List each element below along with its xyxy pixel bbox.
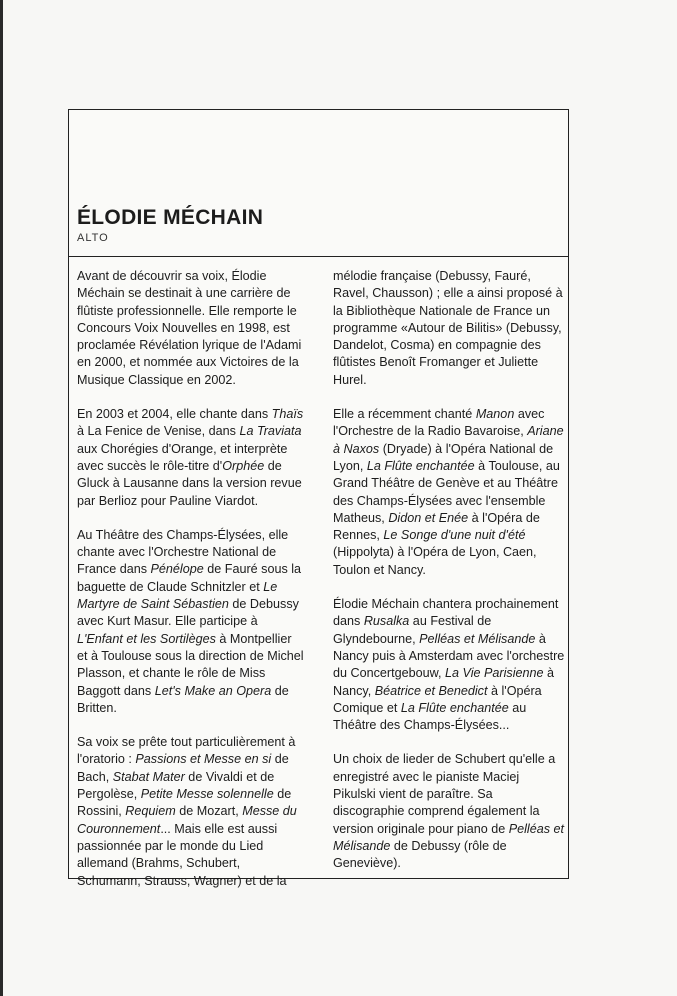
biography-frame [68,109,569,888]
work-title: L'Enfant et les Sortilèges [77,631,216,646]
paragraph-text: à La Fenice de Venise, dans [77,424,240,439]
paragraph-text: En 2003 et 2004, elle chante dans [77,407,272,422]
work-title: La Traviata [239,424,302,439]
paragraph-text: de Debussy avec Kurt Masur. Elle participe à [77,597,299,629]
work-title: La Vie Parisienne [445,666,544,681]
paragraph-text: de Fauré sous la baguette de Claude Schnitzler et [77,562,302,594]
biography-paragraph [333,268,565,389]
biography-paragraph [77,527,305,717]
voice-type: ALTO [77,232,109,244]
artist-name: ÉLODIE MÉCHAIN [77,206,264,229]
biography-left-column [77,268,305,907]
paragraph-text: à Montpellier et à Toulouse sous la direction de Michel Plasson, et chante le rôle de Miss Baggott dans [77,631,304,698]
paragraph-text: Élodie Méchain chantera prochainement dans [333,597,559,629]
work-title: Rusalka [363,614,410,629]
paragraph-text: au Festival de Glyndebourne, [333,614,492,646]
work-title: Didon et Enée [388,510,469,525]
work-title: Requiem [125,804,176,819]
paragraph-text: à Nancy, [333,666,555,698]
paragraph-text: Sa voix se prête tout particulièrement à l'oratorio : [77,735,296,767]
work-title: Pénélope [150,562,204,577]
paragraph-text: aux Chorégies d'Orange, et interprète avec succès le rôle-titre d' [77,441,288,473]
work-title: Messe du Couronnement [77,804,297,836]
work-title: Stabat Mater [112,769,185,784]
biography-paragraph [77,406,305,510]
work-title: Pelléas et Mélisande [333,821,565,853]
paragraph-text: au Théâtre des Champs-Élysées... [333,700,527,733]
paragraph-text: de Bach, [77,752,289,784]
header-divider [69,256,568,257]
paragraph-text: Un choix de lieder de Schubert qu'elle a enregistré avec le pianiste Maciej Pikulski vient de paraître. Sa discographie comprend également la version originale pour piano de [333,752,556,836]
paragraph-text: de Mozart, [175,804,243,819]
paragraph-text: Avant de découvrir sa voix, Élodie Méchain se destinait à une carrière de flûtiste professionnelle. Elle remporte le Concours Voix Nouvelles en 1998, est proclamée Révélation lyrique de l'Adami en 2000, et nommée aux Victoires de la Musique Classique en 2002. [77,269,302,387]
biography-paragraph [333,596,565,734]
paragraph-text: Elle a récemment chanté [333,407,476,422]
work-title: Ariane à Naxos [333,424,564,456]
biography-right-column [333,268,565,890]
biography-paragraph [333,751,565,872]
paragraph-text: à Toulouse, au Grand Théâtre de Genève et au Théâtre des Champs-Élysées avec l'ensemble Matheus, [333,458,560,525]
paragraph-text: de Britten. [77,683,289,715]
paragraph-text: à Nancy puis à Amsterdam avec l'orchestre du Concertgebouw, [333,631,565,681]
work-title: Thaïs [271,407,304,422]
work-title: La Flûte enchantée [400,700,509,715]
paragraph-text: de Debussy (rôle de Geneviève). [333,838,507,871]
biography-paragraph [333,406,565,579]
work-title: La Flûte enchantée [366,458,475,473]
work-title: Petite Messe solennelle [140,787,274,802]
paragraph-text: à l'Opéra de Rennes, [333,510,540,543]
paragraph-text: ... Mais elle est aussi passionnée par le monde du Lied allemand (Brahms, Schubert, Schumann, Strauss, Wagner) et de la [77,821,287,888]
biography-paragraph [77,268,305,389]
paragraph-text: de Vivaldi et de Pergolèse, [77,769,275,802]
paragraph-text: de Rossini, [77,787,292,819]
work-title: Manon [475,407,515,422]
work-title: Orphée [222,458,265,473]
paragraph-text: (Dryade) à l'Opéra National de Lyon, [333,441,554,473]
paragraph-text: à l'Opéra Comique et [333,683,542,715]
work-title: Le Songe d'une nuit d'été [383,528,526,543]
work-title: Let's Make an Opera [154,683,272,698]
work-title: Béatrice et Benedict [374,683,488,698]
header [77,206,560,244]
paragraph-text: mélodie française (Debussy, Fauré, Ravel, Chausson) ; elle a ainsi proposé à la Bibliothèque Nationale de France un programme «Autour de Bilitis» (Debussy, Dandelot, Cosma) en compagnie des flûtistes Benoît Fromanger et Juliette Hurel. [333,269,563,387]
paragraph-text: (Hippolyta) à l'Opéra de Lyon, Caen, Toulon et Nancy. [333,545,537,577]
paragraph-text: avec l'Orchestre de la Radio Bavaroise, [333,407,545,439]
work-title: Pelléas et Mélisande [419,631,536,646]
work-title: Le Martyre de Saint Sébastien [77,579,278,612]
biography-paragraph [77,734,305,890]
work-title: Passions et Messe en si [135,752,272,767]
paragraph-text: Au Théâtre des Champs-Élysées, elle chante avec l'Orchestre National de France dans [77,527,289,577]
page-edge [0,0,3,996]
paragraph-text: de Gluck à Lausanne dans la version revue par Berlioz pour Pauline Viardot. [77,458,302,508]
